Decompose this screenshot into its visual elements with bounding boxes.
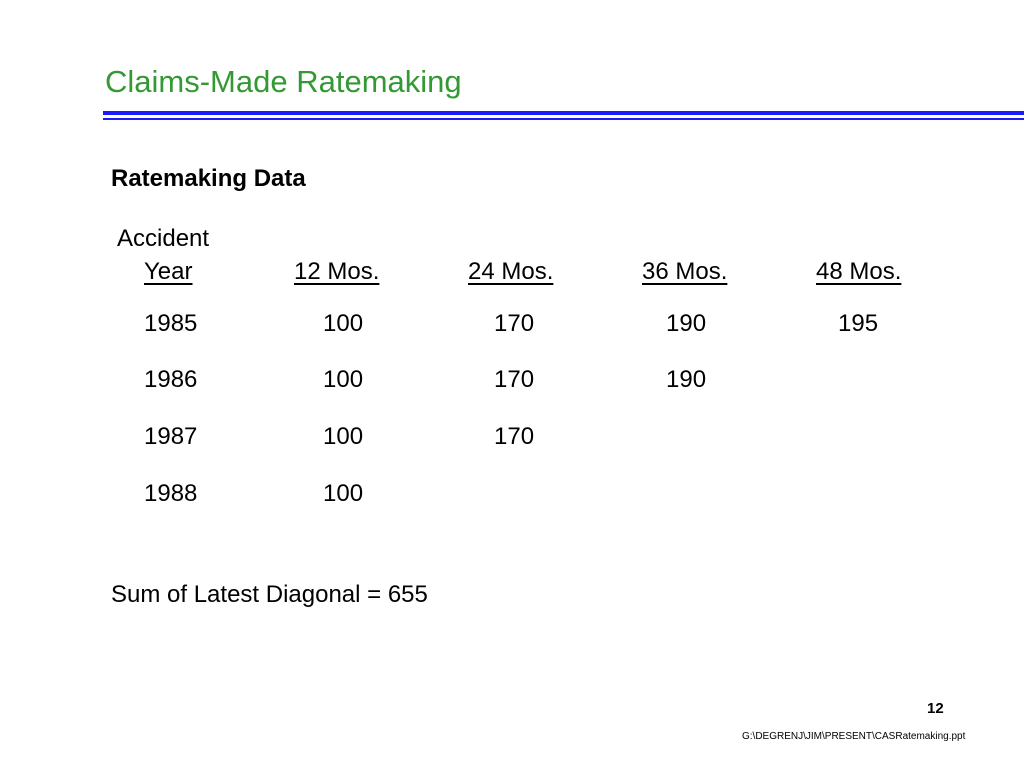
row-value: 170 bbox=[494, 310, 535, 337]
row-value: 190 bbox=[666, 366, 707, 393]
row-value: 100 bbox=[323, 366, 364, 393]
header-36-mos: 36 Mos. bbox=[642, 258, 728, 285]
header-48-mos: 48 Mos. bbox=[816, 258, 902, 285]
row-value: 100 bbox=[323, 423, 364, 450]
header-accident: Accident bbox=[117, 225, 210, 252]
row-year: 1985 bbox=[144, 310, 198, 337]
row-year: 1987 bbox=[144, 423, 198, 450]
header-12-mos: 12 Mos. bbox=[294, 258, 380, 285]
row-value: 190 bbox=[666, 310, 707, 337]
title-rule-thick bbox=[103, 111, 1024, 115]
page-number: 12 bbox=[927, 700, 944, 717]
row-value: 170 bbox=[494, 366, 535, 393]
row-year: 1988 bbox=[144, 480, 198, 507]
row-value: 170 bbox=[494, 423, 535, 450]
diagonal-sum-text: Sum of Latest Diagonal = 655 bbox=[111, 581, 428, 608]
row-value: 100 bbox=[323, 310, 364, 337]
row-value: 195 bbox=[838, 310, 879, 337]
row-value: 100 bbox=[323, 480, 364, 507]
header-year: Year bbox=[144, 258, 193, 285]
header-24-mos: 24 Mos. bbox=[468, 258, 554, 285]
section-heading: Ratemaking Data bbox=[111, 165, 306, 192]
file-path-footer: G:\DEGRENJ\JIM\PRESENT\CASRatemaking.ppt bbox=[742, 731, 966, 742]
row-year: 1986 bbox=[144, 366, 198, 393]
title-rule-thin bbox=[103, 118, 1024, 120]
slide-title: Claims-Made Ratemaking bbox=[105, 64, 462, 99]
